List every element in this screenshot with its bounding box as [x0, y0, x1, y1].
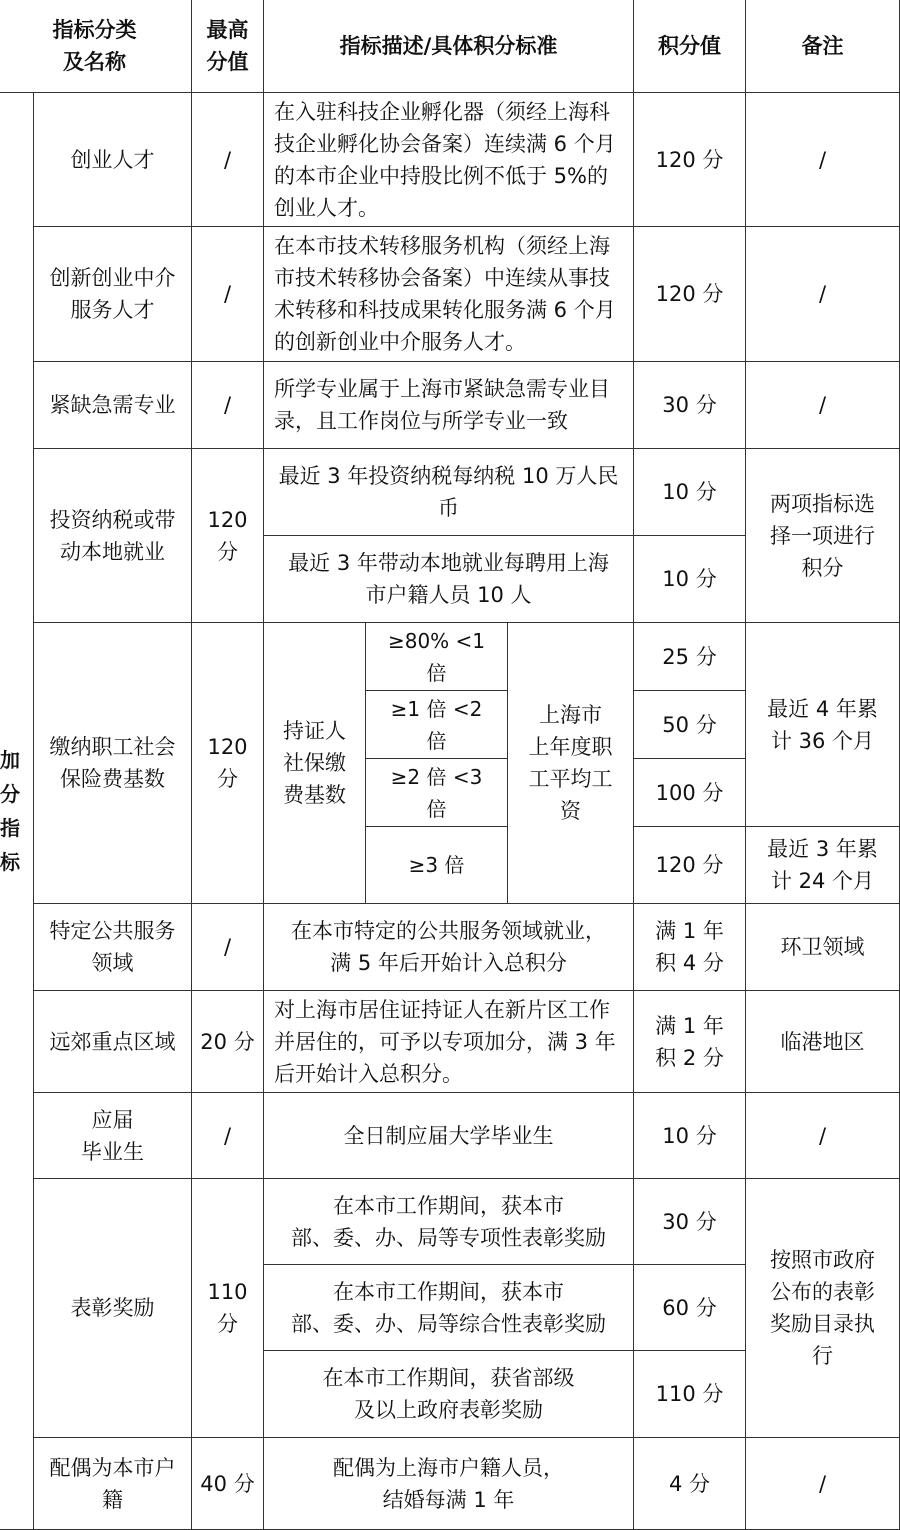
row-note: / [746, 93, 900, 227]
table-row [0, 362, 900, 449]
row-note: / [746, 1093, 900, 1179]
row-note: 按照市政府 公布的表彰 奖励目录执 行 [746, 1179, 900, 1438]
row-name: 紧缺急需专业 [34, 362, 192, 449]
table-row [0, 623, 900, 691]
row-max: / [192, 904, 264, 991]
row-max: / [192, 362, 264, 449]
row-score: 10 分 [634, 449, 746, 536]
header-name: 指标分类 及名称 [0, 0, 192, 93]
row-name: 表彰奖励 [34, 1179, 192, 1438]
row-max: / [192, 93, 264, 227]
row-score: 10 分 [634, 536, 746, 623]
row-description: 全日制应届大学毕业生 [264, 1093, 634, 1179]
row-description: 在本市工作期间，获本市 部、委、办、局等专项性表彰奖励 [264, 1179, 634, 1265]
social-tier-range: ≥80% <1 倍 [366, 623, 508, 691]
row-name: 创新创业中介 服务人才 [34, 227, 192, 362]
row-score: 60 分 [634, 1265, 746, 1351]
row-note: 最近 4 年累 计 36 个月 [746, 623, 900, 827]
row-description: 在本市工作期间，获本市 部、委、办、局等综合性表彰奖励 [264, 1265, 634, 1351]
table-row [0, 991, 900, 1093]
row-name: 创业人才 [34, 93, 192, 227]
row-note: / [746, 1438, 900, 1530]
row-score: 4 分 [634, 1438, 746, 1530]
row-score: 满 1 年 积 4 分 [634, 904, 746, 991]
row-description: 配偶为上海市户籍人员， 结婚每满 1 年 [264, 1438, 634, 1530]
row-note: 临港地区 [746, 991, 900, 1093]
social-tier-range: ≥3 倍 [366, 827, 508, 904]
row-score: 10 分 [634, 1093, 746, 1179]
row-name: 远郊重点区域 [34, 991, 192, 1093]
row-name: 缴纳职工社会 保险费基数 [34, 623, 192, 904]
row-description: 在本市工作期间，获省部级 及以上政府表彰奖励 [264, 1351, 634, 1438]
row-score: 110 分 [634, 1351, 746, 1438]
row-max: 20 分 [192, 991, 264, 1093]
row-score: 120 分 [634, 227, 746, 362]
row-max: 120 分 [192, 449, 264, 623]
social-reference: 上海市 上年度职 工平均工 资 [508, 623, 634, 904]
category-label: 加 分 指 标 [0, 93, 34, 1530]
row-name: 配偶为本市户 籍 [34, 1438, 192, 1530]
header-description: 指标描述/具体积分标准 [264, 0, 634, 93]
row-description: 最近 3 年投资纳税每纳税 10 万人民 币 [264, 449, 634, 536]
table-row [0, 93, 900, 227]
row-max: 110 分 [192, 1179, 264, 1438]
social-tier-range: ≥2 倍 <3 倍 [366, 759, 508, 827]
row-description: 最近 3 年带动本地就业每聘用上海 市户籍人员 10 人 [264, 536, 634, 623]
table-row [0, 227, 900, 362]
social-tier-range: ≥1 倍 <2 倍 [366, 691, 508, 759]
header-row [0, 0, 900, 93]
table-row [0, 449, 900, 536]
row-score: 50 分 [634, 691, 746, 759]
header-score: 积分值 [634, 0, 746, 93]
header-note: 备注 [746, 0, 900, 93]
row-description: 在本市特定的公共服务领域就业， 满 5 年后开始计入总积分 [264, 904, 634, 991]
social-base-label: 持证人 社保缴 费基数 [264, 623, 366, 904]
row-note: / [746, 227, 900, 362]
row-name: 特定公共服务 领域 [34, 904, 192, 991]
row-score: 120 分 [634, 827, 746, 904]
row-max: 40 分 [192, 1438, 264, 1530]
row-description: 在入驻科技企业孵化器（须经上海科技企业孵化协会备案）连续满 6 个月的本市企业中持股比例不低于 5%的创业人才。 [264, 93, 634, 227]
row-note: 两项指标选 择一项进行 积分 [746, 449, 900, 623]
row-name: 投资纳税或带 动本地就业 [34, 449, 192, 623]
row-score: 100 分 [634, 759, 746, 827]
row-description: 所学专业属于上海市紧缺急需专业目录，且工作岗位与所学专业一致 [264, 362, 634, 449]
table-row [0, 1093, 900, 1179]
header-max: 最高 分值 [192, 0, 264, 93]
row-score: 30 分 [634, 362, 746, 449]
row-note: 最近 3 年累 计 24 个月 [746, 827, 900, 904]
row-max: 120 分 [192, 623, 264, 904]
row-score: 满 1 年 积 2 分 [634, 991, 746, 1093]
row-score: 30 分 [634, 1179, 746, 1265]
table-row [0, 904, 900, 991]
row-name: 应届 毕业生 [34, 1093, 192, 1179]
row-description: 在本市技术转移服务机构（须经上海市技术转移协会备案）中连续从事技术转移和科技成果转化服务满 6 个月的创新创业中介服务人才。 [264, 227, 634, 362]
row-max: / [192, 227, 264, 362]
row-description: 对上海市居住证持证人在新片区工作并居住的，可予以专项加分，满 3 年后开始计入总积分。 [264, 991, 634, 1093]
row-note: / [746, 362, 900, 449]
row-note: 环卫领域 [746, 904, 900, 991]
row-score: 120 分 [634, 93, 746, 227]
row-max: / [192, 1093, 264, 1179]
table-row [0, 1179, 900, 1265]
row-score: 25 分 [634, 623, 746, 691]
